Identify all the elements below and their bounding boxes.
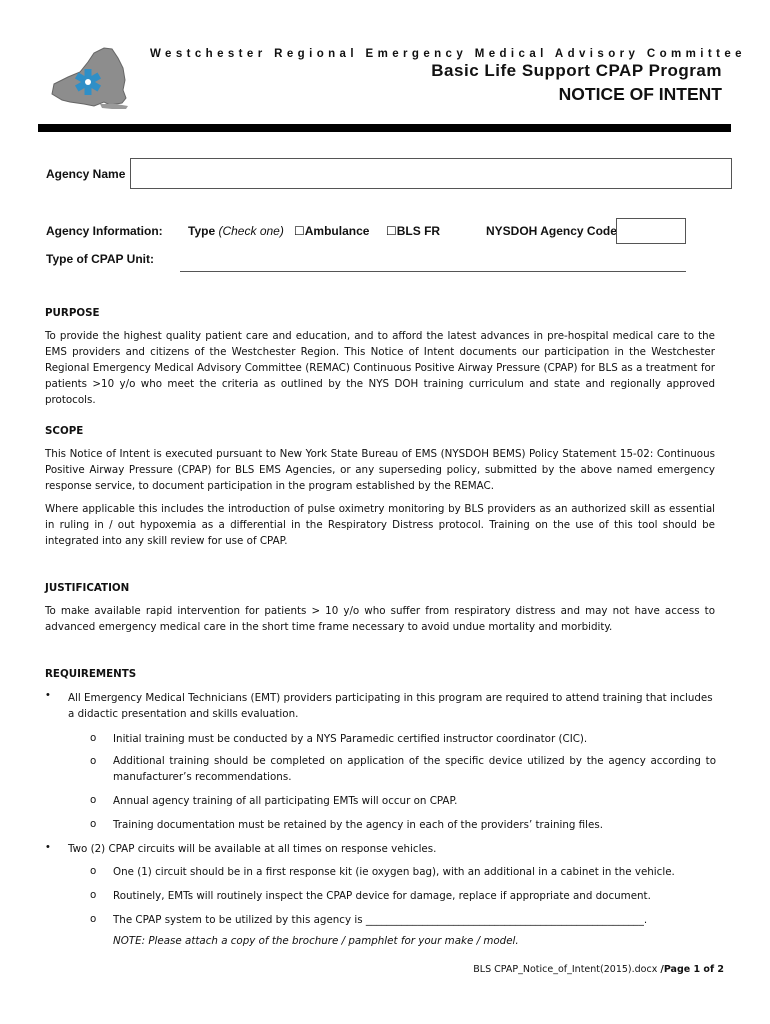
sub-bullet-icon: o xyxy=(90,794,97,806)
justification-heading: JUSTIFICATION xyxy=(45,582,130,594)
requirement-item: All Emergency Medical Technicians (EMT) providers participating in this program are required to attend training that includes a didactic presentation and skills evaluation. xyxy=(68,692,713,720)
ambulance-label: Ambulance xyxy=(304,224,370,238)
nysdoh-code-field[interactable] xyxy=(616,218,686,244)
requirement-subitem: Routinely, EMTs will routinely inspect the CPAP device for damage, replace if appropriate and document. xyxy=(113,890,651,902)
new-york-state-logo-icon xyxy=(40,44,136,112)
justification-text: To make available rapid intervention for patients > 10 y/o who suffer from respiratory distress and may not have access to advanced emergency medical care in the short time frame necessary to avoid undue mortality and morbidity. xyxy=(45,605,715,633)
committee-name: Westchester Regional Emergency Medical Advisory Committee xyxy=(150,48,746,60)
sub-bullet-icon: o xyxy=(90,865,97,877)
sub-bullet-icon: o xyxy=(90,889,97,901)
bls-fr-label: BLS FR xyxy=(396,224,441,238)
agency-name-label: Agency Name xyxy=(46,167,126,181)
sub-bullet-icon: o xyxy=(90,755,97,767)
requirement-subitem: Initial training must be conducted by a NYS Paramedic certified instructor coordinator (CIC). xyxy=(113,733,588,745)
sub-bullet-icon: o xyxy=(90,818,97,830)
ambulance-checkbox[interactable] xyxy=(294,224,369,238)
footer-page-number: /Page 1 of 2 xyxy=(660,964,724,975)
purpose-text: To provide the highest quality patient care and education, and to afford the latest advances in pre-hospital medical care to the EMS providers and citizens of the Westchester Region. This Notice of Intent documents our participation in the Westchester Regional Emergency Medical Advisory Committee (REMAC) Continuous Positive Airway Pressure (CPAP) for BLS as a treatment for patients >10 y/o who meet the criteria as outlined by the NYS DOH training curriculum and state and regionally approved protocols. xyxy=(45,330,715,406)
cpap-unit-field[interactable] xyxy=(180,271,686,272)
cpap-unit-label: Type of CPAP Unit: xyxy=(46,252,154,266)
page-footer xyxy=(300,964,724,975)
scope-heading: SCOPE xyxy=(45,425,84,437)
purpose-heading: PURPOSE xyxy=(45,307,100,319)
bullet-icon: • xyxy=(46,841,50,853)
checkbox-icon: ☐ xyxy=(294,224,305,238)
nysdoh-code-label: NYSDOH Agency Code xyxy=(486,224,617,238)
requirement-subitem: Annual agency training of all participating EMTs will occur on CPAP. xyxy=(113,795,458,807)
checkbox-icon: ☐ xyxy=(386,224,397,238)
type-hint: (Check one) xyxy=(218,224,284,238)
requirements-heading: REQUIREMENTS xyxy=(45,668,137,680)
type-label: Type xyxy=(188,224,216,238)
attachment-note: NOTE: Please attach a copy of the brochure / pamphlet for your make / model. xyxy=(113,935,519,947)
requirement-subitem: One (1) circuit should be in a first response kit (ie oxygen bag), with an additional in a cabinet in the vehicle. xyxy=(113,866,675,878)
footer-filename: BLS CPAP_Notice_of_Intent(2015).docx xyxy=(473,964,658,975)
page-title: NOTICE OF INTENT xyxy=(558,84,722,104)
program-name: Basic Life Support CPAP Program xyxy=(431,61,722,80)
requirement-subitem: Additional training should be completed on application of the specific device utilized by the agency according to manufacturer’s recommendations. xyxy=(113,755,716,783)
agency-name-field[interactable] xyxy=(130,158,732,189)
type-label-group xyxy=(188,224,284,238)
cpap-system-field[interactable]: The CPAP system to be utilized by this agency is ______________________________________________________. xyxy=(113,914,648,926)
scope-paragraph-2: Where applicable this includes the introduction of pulse oximetry monitoring by BLS providers as an authorized skill as essential in ruling in / out hypoxemia as a differential in the Respiratory Distress protocol. Training on the use of this tool should be integrated into any skill review for use of CPAP. xyxy=(45,503,715,547)
bullet-icon: • xyxy=(46,689,50,701)
sub-bullet-icon: o xyxy=(90,913,97,925)
header-divider xyxy=(38,124,731,132)
requirement-subitem: Training documentation must be retained by the agency in each of the providers’ training files. xyxy=(113,819,603,831)
scope-paragraph-1: This Notice of Intent is executed pursuant to New York State Bureau of EMS (NYSDOH BEMS) Policy Statement 15-02: Continuous Positive Airway Pressure (CPAP) for BLS EMS Agencies, or any superseding policy, submitted by the above named emergency response service, to document participation in the program established by the REMAC. xyxy=(45,448,715,492)
sub-bullet-icon: o xyxy=(90,732,97,744)
bls-fr-checkbox[interactable] xyxy=(386,224,440,238)
requirement-item: Two (2) CPAP circuits will be available at all times on response vehicles. xyxy=(68,843,437,855)
agency-info-label: Agency Information: xyxy=(46,224,163,238)
